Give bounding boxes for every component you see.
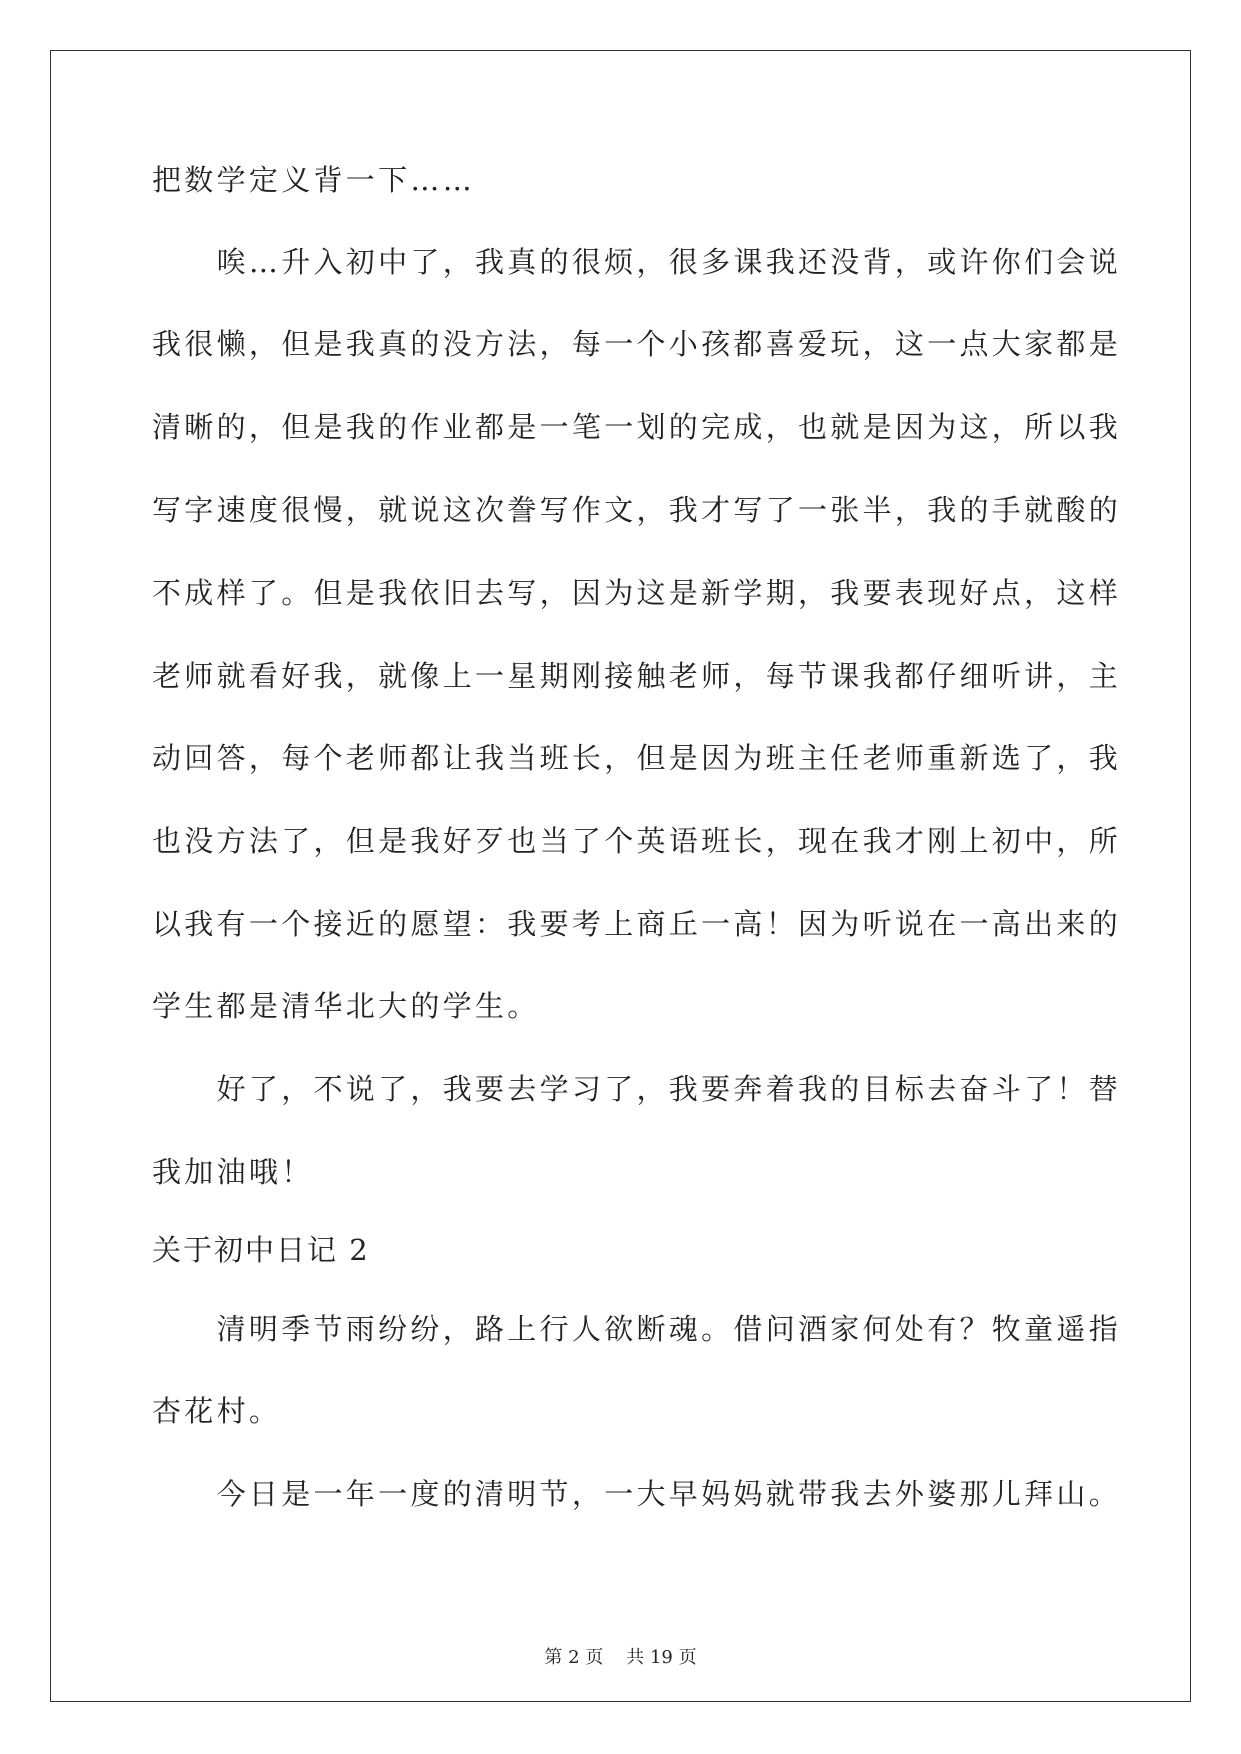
paragraph-line: 也没方法了，但是我好歹也当了个英语班长，现在我才刚上初中，所 (152, 824, 1122, 858)
paragraph-line: 把数学定义背一下…… (152, 163, 476, 197)
paragraph-line: 清明季节雨纷纷，路上行人欲断魂。借问酒家何处有？牧童遥指 (152, 1312, 1122, 1346)
page-border (50, 50, 1191, 1702)
paragraph-line: 清晰的，但是我的作业都是一笔一划的完成，也就是因为这，所以我 (152, 410, 1122, 444)
paragraph-line: 唉…升入初中了，我真的很烦，很多课我还没背，或许你们会说 (152, 245, 1122, 279)
paragraph-line: 老师就看好我，就像上一星期刚接触老师，每节课我都仔细听讲，主 (152, 659, 1122, 693)
paragraph-line: 不成样了。但是我依旧去写，因为这是新学期，我要表现好点，这样 (152, 576, 1122, 610)
page-footer (0, 1646, 1241, 1670)
paragraph-line: 今日是一年一度的清明节，一大早妈妈就带我去外婆那儿拜山。 (152, 1477, 1122, 1511)
paragraph-line: 学生都是清华北大的学生。 (152, 989, 540, 1023)
page-number: 第 2 页 (544, 1647, 604, 1668)
paragraph-line: 以我有一个接近的愿望：我要考上商丘一高！因为听说在一高出来的 (152, 907, 1122, 941)
paragraph-line: 我加油哦！ (152, 1155, 314, 1189)
paragraph-line: 杏花村。 (152, 1394, 282, 1428)
section-heading: 关于初中日记 2 (152, 1233, 370, 1267)
paragraph-line: 好了，不说了，我要去学习了，我要奔着我的目标去奋斗了！替 (152, 1072, 1122, 1106)
paragraph-line: 动回答，每个老师都让我当班长，但是因为班主任老师重新选了，我 (152, 741, 1122, 775)
paragraph-line: 写字速度很慢，就说这次誊写作文，我才写了一张半，我的手就酸的 (152, 493, 1122, 527)
total-pages: 共 19 页 (626, 1647, 697, 1668)
paragraph-line: 我很懒，但是我真的没方法，每一个小孩都喜爱玩，这一点大家都是 (152, 327, 1122, 361)
